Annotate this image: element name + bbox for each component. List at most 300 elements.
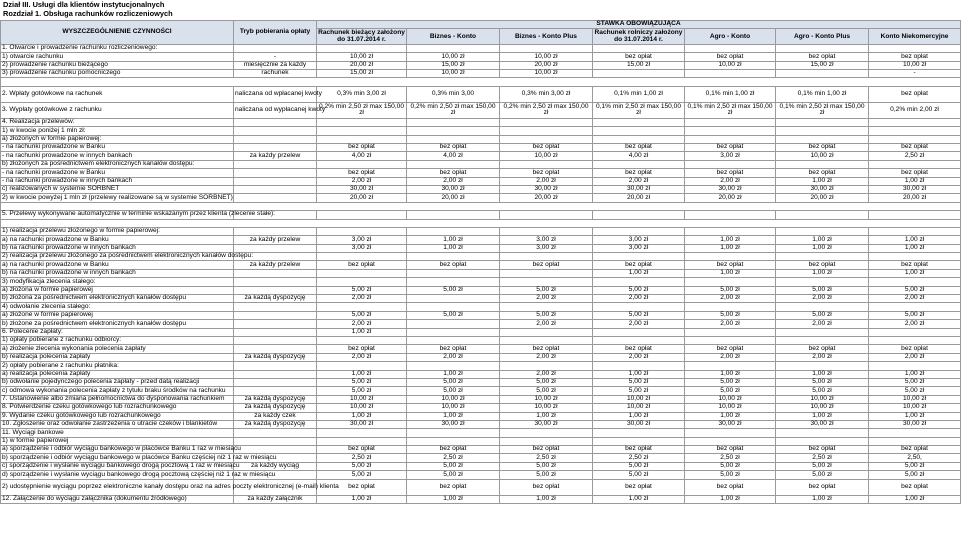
rate-cell: 0,1% min 2,50 zł max 150,00 zł	[593, 102, 685, 118]
rate-cell: 1,00 zł	[593, 495, 685, 503]
rate-cell	[593, 135, 685, 143]
rate-cell: 20,00 zł	[593, 194, 685, 202]
rate-cell: bez opłat	[407, 169, 500, 177]
row-label: a) złożone w formie papierowej	[1, 311, 234, 319]
row-label: a) na rachunki prowadzone w Banku	[1, 236, 234, 244]
rate-cell: 0,3% min 3,00 zł	[500, 86, 593, 102]
rate-cell	[317, 211, 407, 219]
rate-cell: 5,00 zł	[407, 387, 500, 395]
rate-cell	[869, 278, 961, 286]
rate-cell: 5,00 zł	[317, 471, 407, 479]
rate-cell: 2,00 zł	[593, 320, 685, 328]
rate-cell: 2,00 zł	[317, 353, 407, 361]
rate-cell: 2,00 zł	[869, 353, 961, 361]
table-row	[1, 177, 961, 185]
rate-cell	[776, 328, 869, 336]
rate-cell: 10,00 zł	[500, 152, 593, 160]
row-label: 4) odwołanie zlecenia stałego:	[1, 303, 234, 311]
table-row	[1, 185, 961, 193]
row-label: 1) w kwocie poniżej 1 mln zł:	[1, 127, 234, 135]
table-row	[1, 127, 961, 135]
rate-cell	[407, 135, 500, 143]
rate-cell: 5,00 zł	[685, 462, 776, 470]
rate-cell: 15,00 zł	[593, 61, 685, 69]
row-label: b) odwołanie pojedynczego polecenia zapłaty - przed datą realizacji	[1, 378, 234, 386]
rate-cell: 1,00 zł	[317, 328, 407, 336]
rate-cell: 1,00 zł	[500, 495, 593, 503]
rate-cell: 30,00 zł	[685, 420, 776, 428]
row-label: a) złożona w formie papierowej	[1, 286, 234, 294]
rate-cell	[776, 127, 869, 135]
rate-cell: 30,00 zł	[500, 185, 593, 193]
table-row	[1, 471, 961, 479]
rate-cell	[500, 211, 593, 219]
row-mode	[234, 446, 317, 454]
rate-cell	[317, 429, 407, 437]
row-mode: naliczana od wpłacanej kwoty	[234, 86, 317, 102]
rate-cell: 0,2% min 2,50 zł max 150,00 zł	[500, 102, 593, 118]
rate-cell	[776, 70, 869, 78]
rate-cell: bez opłat	[685, 345, 776, 353]
rate-cell	[685, 70, 776, 78]
rate-cell: 30,00 zł	[317, 185, 407, 193]
rate-cell: 2,00 zł	[500, 320, 593, 328]
rate-cell: 5,00 zł	[593, 286, 685, 294]
table-row	[1, 102, 961, 118]
table-row	[1, 311, 961, 319]
table-row	[1, 370, 961, 378]
row-mode	[234, 244, 317, 252]
rate-cell	[685, 211, 776, 219]
rate-cell: 3,00 zł	[500, 244, 593, 252]
rate-cell: 30,00 zł	[776, 185, 869, 193]
rate-cell: bez opłat	[407, 345, 500, 353]
row-mode	[234, 194, 317, 202]
row-label: a) na rachunki prowadzone w Banku	[1, 261, 234, 269]
rate-cell: 2,00 zł	[593, 177, 685, 185]
rate-cell: 2,00 zł	[685, 353, 776, 361]
rate-cell: 5,00 zł	[776, 286, 869, 294]
rate-cell: 2,00 zł	[500, 353, 593, 361]
rate-cell: 0,2% min 2,50 zł max 150,00 zł	[317, 102, 407, 118]
rate-cell: bez opłat	[407, 446, 500, 454]
rate-cell	[407, 227, 500, 235]
rate-cell: 2,00 zł	[500, 177, 593, 185]
rate-cell: 0,2% min 2,00 zł	[869, 102, 961, 118]
row-mode: rachunek	[234, 70, 317, 78]
table-row	[1, 86, 961, 102]
rate-cell	[500, 278, 593, 286]
rate-cell	[685, 135, 776, 143]
rate-cell: 2,00 zł	[317, 295, 407, 303]
rate-cell: 2,00 zł	[776, 320, 869, 328]
rate-cell	[776, 135, 869, 143]
rate-cell: 5,00 zł	[500, 286, 593, 294]
rate-cell: 10,00 zł	[407, 404, 500, 412]
rate-cell	[317, 437, 407, 445]
rate-cell	[407, 278, 500, 286]
table-row	[1, 244, 961, 252]
rate-cell: 5,00 zł	[500, 462, 593, 470]
rate-cell: bez opłat	[317, 261, 407, 269]
rate-cell	[407, 303, 500, 311]
table-row	[1, 169, 961, 177]
rate-cell: 5,00 zł	[317, 286, 407, 294]
rate-cell: 5,00 zł	[869, 471, 961, 479]
row-mode	[234, 227, 317, 235]
rate-cell: 2,00 zł	[869, 295, 961, 303]
rate-cell: 20,00 zł	[500, 194, 593, 202]
row-mode: za każdą dyspozycję	[234, 420, 317, 428]
rate-cell: bez opłat	[593, 53, 685, 61]
rate-cell	[407, 118, 500, 126]
col-header-mode: Tryb pobierania opłaty	[234, 21, 317, 45]
fee-table	[0, 20, 961, 504]
rate-cell	[776, 160, 869, 168]
rate-cell: 1,00 zł	[593, 370, 685, 378]
rate-cell	[685, 227, 776, 235]
rate-cell	[776, 437, 869, 445]
row-mode	[234, 127, 317, 135]
rate-cell	[593, 362, 685, 370]
rate-cell: 2,50 zł	[869, 152, 961, 160]
rate-cell: 1,00 zł	[500, 412, 593, 420]
table-row	[1, 404, 961, 412]
rate-cell: 2,50 zł	[500, 454, 593, 462]
rate-cell	[869, 127, 961, 135]
rate-cell: bez opłat	[500, 446, 593, 454]
rate-cell: 2,50 zł	[317, 454, 407, 462]
row-mode	[234, 378, 317, 386]
row-label: - na rachunki prowadzone w innych bankach	[1, 177, 234, 185]
table-row	[1, 412, 961, 420]
table-row	[1, 303, 961, 311]
rate-cell	[776, 278, 869, 286]
rate-cell: 1,00 zł	[685, 495, 776, 503]
rate-cell: 3,00 zł	[593, 244, 685, 252]
rate-cell: 1,00 zł	[776, 177, 869, 185]
rate-cell: 1,00 zł	[317, 412, 407, 420]
rate-cell	[593, 328, 685, 336]
rate-cell: 5,00 zł	[317, 387, 407, 395]
rate-cell	[500, 269, 593, 277]
row-mode: za każdy przelew	[234, 261, 317, 269]
rate-cell: 20,00 zł	[869, 194, 961, 202]
row-label: - na rachunki prowadzone w Banku	[1, 144, 234, 152]
rate-cell	[317, 253, 407, 261]
rate-cell: 1,00 zł	[317, 370, 407, 378]
rate-cell: 0,3% min 3,00	[407, 86, 500, 102]
rate-cell: 1,00 zł	[407, 412, 500, 420]
rate-cell: 1,00 zł	[685, 269, 776, 277]
rate-cell: 30,00 zł	[317, 420, 407, 428]
rate-cell: 20,00 zł	[685, 194, 776, 202]
rate-cell: 5,00 zł	[776, 378, 869, 386]
row-mode	[234, 387, 317, 395]
rate-cell: 10,00 zł	[869, 404, 961, 412]
rate-cell: 10,00 zł	[407, 395, 500, 403]
rate-cell	[407, 295, 500, 303]
row-label: b) sporządzenie i odbiór wyciągu bankowego w placówce Banku częściej niż 1 raz w miesiącu	[2, 453, 277, 461]
row-mode: za każdy wyciąg	[234, 462, 317, 470]
row-label: - na rachunki prowadzone w Banku	[1, 169, 234, 177]
rate-cell: 5,00 zł	[407, 462, 500, 470]
rate-cell: bez opłat	[776, 53, 869, 61]
rate-cell: 10,00 zł	[869, 395, 961, 403]
row-label: b) na rachunki prowadzone w innych bankach	[1, 269, 234, 277]
rate-cell: bez opłat	[776, 479, 869, 495]
row-label: 3) prowadzenie rachunku pomocniczego	[1, 70, 234, 78]
rate-cell	[500, 337, 593, 345]
rate-cell: 5,00 zł	[593, 311, 685, 319]
rate-cell: bez opłat	[776, 345, 869, 353]
rate-cell: 1,00 zł	[685, 236, 776, 244]
rate-cell	[685, 127, 776, 135]
rate-cell: bez opłat	[685, 53, 776, 61]
rate-cell: 5,00 zł	[776, 387, 869, 395]
rate-cell: 5,00 zł	[685, 471, 776, 479]
rate-cell	[500, 44, 593, 52]
rate-cell	[317, 44, 407, 52]
rate-cell: 10,00 zł	[500, 53, 593, 61]
table-row	[1, 53, 961, 61]
rate-cell: bez opłat	[685, 261, 776, 269]
rate-cell	[685, 160, 776, 168]
rate-cell: 3,00 zł	[317, 244, 407, 252]
table-row	[1, 295, 961, 303]
rate-cell: 1,00 zł	[685, 412, 776, 420]
row-mode	[234, 169, 317, 177]
rate-cell: 30,00 zł	[869, 185, 961, 193]
spacer-cell	[1, 202, 961, 210]
table-row	[1, 286, 961, 294]
rate-cell	[869, 303, 961, 311]
rate-cell: 1,00 zł	[776, 370, 869, 378]
rate-cell	[317, 269, 407, 277]
rate-cell	[593, 227, 685, 235]
spacer-row	[1, 78, 961, 86]
rate-cell	[869, 429, 961, 437]
rate-cell	[593, 303, 685, 311]
rate-cell	[407, 320, 500, 328]
row-mode: za każdy załącznik	[234, 495, 317, 503]
row-mode: za każdą dyspozycję	[234, 404, 317, 412]
rate-cell	[776, 253, 869, 261]
rate-cell	[500, 303, 593, 311]
rate-cell: bez opłat	[593, 144, 685, 152]
rate-cell: 5,00 zł	[685, 311, 776, 319]
rate-cell	[500, 253, 593, 261]
row-label: b) na rachunki prowadzone w innych bankach	[1, 244, 234, 252]
rate-cell	[317, 118, 407, 126]
rate-cell: 2,00 zł	[685, 177, 776, 185]
rate-cell: 5,00 zł	[500, 378, 593, 386]
rate-cell: bez opłat	[685, 144, 776, 152]
row-label: d) sporządzenie i wysłanie wyciągu bankowego drogą pocztową częściej niż 1 raz w miesiącu	[2, 470, 276, 478]
rate-cell: 30,00 zł	[869, 420, 961, 428]
rate-cell: 10,00 zł	[869, 61, 961, 69]
rate-cell: 5,00 zł	[593, 471, 685, 479]
rate-cell: 5,00 zł	[685, 387, 776, 395]
table-row	[1, 378, 961, 386]
rate-cell: 20,00 zł	[500, 61, 593, 69]
rate-cell: 30,00 zł	[593, 420, 685, 428]
row-mode	[234, 429, 317, 437]
rate-cell	[685, 118, 776, 126]
rate-cell	[776, 211, 869, 219]
rate-cell: 5,00 zł	[593, 378, 685, 386]
rate-cell	[593, 127, 685, 135]
rate-cell: bez opłat	[593, 479, 685, 495]
rate-cell: bez opłat	[776, 261, 869, 269]
rate-cell: 2,00 zł	[869, 320, 961, 328]
rate-cell: 1,00 zł	[685, 370, 776, 378]
rate-cell	[685, 337, 776, 345]
table-row	[1, 269, 961, 277]
rate-cell	[317, 303, 407, 311]
rate-cell: 1,00 zł	[685, 244, 776, 252]
rate-cell	[685, 278, 776, 286]
rate-cell: bez opłat	[317, 169, 407, 177]
col-header-rate: Agro - Konto	[685, 28, 776, 44]
rate-cell: 30,00 zł	[776, 420, 869, 428]
row-mode	[234, 160, 317, 168]
row-label: 1. Otwarcie i prowadzenie rachunku rozliczeniowego:	[1, 44, 234, 52]
table-row	[1, 194, 961, 202]
rate-cell	[407, 253, 500, 261]
rate-cell	[685, 437, 776, 445]
rate-cell: 10,00 zł	[776, 404, 869, 412]
row-label: 10. Zgłoszenie oraz odwołanie zastrzeżenia o utracie czeków i blankietów	[1, 420, 234, 428]
rate-cell	[593, 437, 685, 445]
rate-cell: 1,00 zł	[317, 495, 407, 503]
rate-cell: 5,00 zł	[776, 311, 869, 319]
row-mode	[234, 370, 317, 378]
table-row	[1, 44, 961, 52]
rate-cell	[869, 135, 961, 143]
table-row	[1, 118, 961, 126]
rate-cell	[500, 429, 593, 437]
row-label: 2) prowadzenie rachunku bieżącego	[1, 61, 234, 69]
rate-cell: 3,00 zł	[685, 152, 776, 160]
rate-cell: 1,00 zł	[869, 412, 961, 420]
rate-cell	[317, 227, 407, 235]
rate-cell	[317, 337, 407, 345]
table-row	[1, 495, 961, 503]
rate-cell: bez opłat	[500, 169, 593, 177]
row-mode: za każdy przelew	[234, 236, 317, 244]
rate-cell: bez opłat	[776, 446, 869, 454]
rate-cell: 1,00 zł	[593, 412, 685, 420]
table-row	[1, 345, 961, 353]
rate-cell	[317, 127, 407, 135]
rate-cell: 4,00 zł	[593, 152, 685, 160]
rate-cell: 0,1% min 2,50 zł max 150,00 zł	[776, 102, 869, 118]
row-label: 5. Przelewy wykonywane automatycznie w terminie wskazanym przez klienta (zlecenie stałe):	[2, 210, 276, 218]
rate-cell: 5,00 zł	[869, 311, 961, 319]
rate-cell	[500, 135, 593, 143]
rate-cell	[776, 118, 869, 126]
rate-cell: 3,00 zł	[500, 236, 593, 244]
rate-cell: 10,00 zł	[593, 404, 685, 412]
rate-cell: 20,00 zł	[407, 194, 500, 202]
rate-cell	[593, 160, 685, 168]
rate-cell: 20,00 zł	[776, 194, 869, 202]
table-row	[1, 278, 961, 286]
rate-cell: bez opłat	[500, 345, 593, 353]
row-label: b) realizacja polecenia zapłaty	[1, 353, 234, 361]
rate-cell: 2,50,	[869, 454, 961, 462]
row-mode	[234, 328, 317, 336]
row-mode: -	[234, 53, 317, 61]
rate-cell: 3,00 zł	[317, 236, 407, 244]
rate-cell: 0,1% min 2,50 zł max 150,00 zł	[685, 102, 776, 118]
rate-cell: 1,00 zł	[869, 177, 961, 185]
row-label: 6. Polecenie zapłaty:	[1, 328, 234, 336]
rate-cell: 2,00 zł	[593, 295, 685, 303]
rate-cell	[500, 227, 593, 235]
row-label: 1) w formie papierowej	[1, 437, 234, 445]
rate-cell: bez opłat	[500, 261, 593, 269]
rate-cell: 2,00 zł	[776, 353, 869, 361]
rate-cell: 4,00 zł	[317, 152, 407, 160]
rate-cell: 5,00 zł	[869, 378, 961, 386]
spacer-row	[1, 219, 961, 227]
rate-cell	[869, 337, 961, 345]
rate-cell: 1,00 zł	[869, 495, 961, 503]
rate-cell	[407, 160, 500, 168]
rate-cell: 5,00 zł	[776, 471, 869, 479]
rate-cell: 0,3% min 3,00 zł	[317, 86, 407, 102]
rate-cell: 15,00 zł	[407, 61, 500, 69]
rate-cell	[593, 337, 685, 345]
table-row	[1, 395, 961, 403]
rate-cell: 5,00 zł	[869, 286, 961, 294]
rate-cell: 10,00 zł	[407, 70, 500, 78]
rate-cell: 10,00 zł	[776, 395, 869, 403]
rate-cell: 5,00 zł	[407, 378, 500, 386]
rate-cell	[500, 160, 593, 168]
rate-cell: 15,00 zł	[317, 70, 407, 78]
row-label: 11. Wyciągi bankowe	[1, 429, 234, 437]
row-mode	[234, 177, 317, 185]
rate-cell	[593, 44, 685, 52]
rate-cell: bez opłat	[593, 261, 685, 269]
table-row	[1, 420, 961, 428]
row-mode	[234, 185, 317, 193]
table-row	[1, 429, 961, 437]
rate-cell: 10,00 zł	[685, 404, 776, 412]
rate-cell	[593, 211, 685, 219]
row-mode: za każdą dyspozycję	[234, 295, 317, 303]
rate-cell: 1,00 zł	[776, 236, 869, 244]
rate-cell: 5,00 zł	[407, 311, 500, 319]
row-mode	[234, 345, 317, 353]
rate-cell: 5,00 zł	[776, 462, 869, 470]
row-label: a) sporządzenie i odbiór wyciągu bankowego w placówce Banku 1 raz w miesiącu	[2, 445, 241, 453]
rate-cell: 3,00 zł	[593, 236, 685, 244]
row-label: 1) otwarcie rachunku	[1, 53, 234, 61]
rate-cell: 30,00 zł	[407, 420, 500, 428]
rate-cell: 10,00 zł	[317, 53, 407, 61]
rate-cell	[593, 278, 685, 286]
rate-cell	[685, 253, 776, 261]
rate-cell: bez opłat	[685, 479, 776, 495]
row-mode: za każdą dyspozycję	[234, 395, 317, 403]
rate-cell: 10,00 zł	[500, 395, 593, 403]
rate-cell	[593, 429, 685, 437]
rate-cell: 1,00 zł	[869, 269, 961, 277]
